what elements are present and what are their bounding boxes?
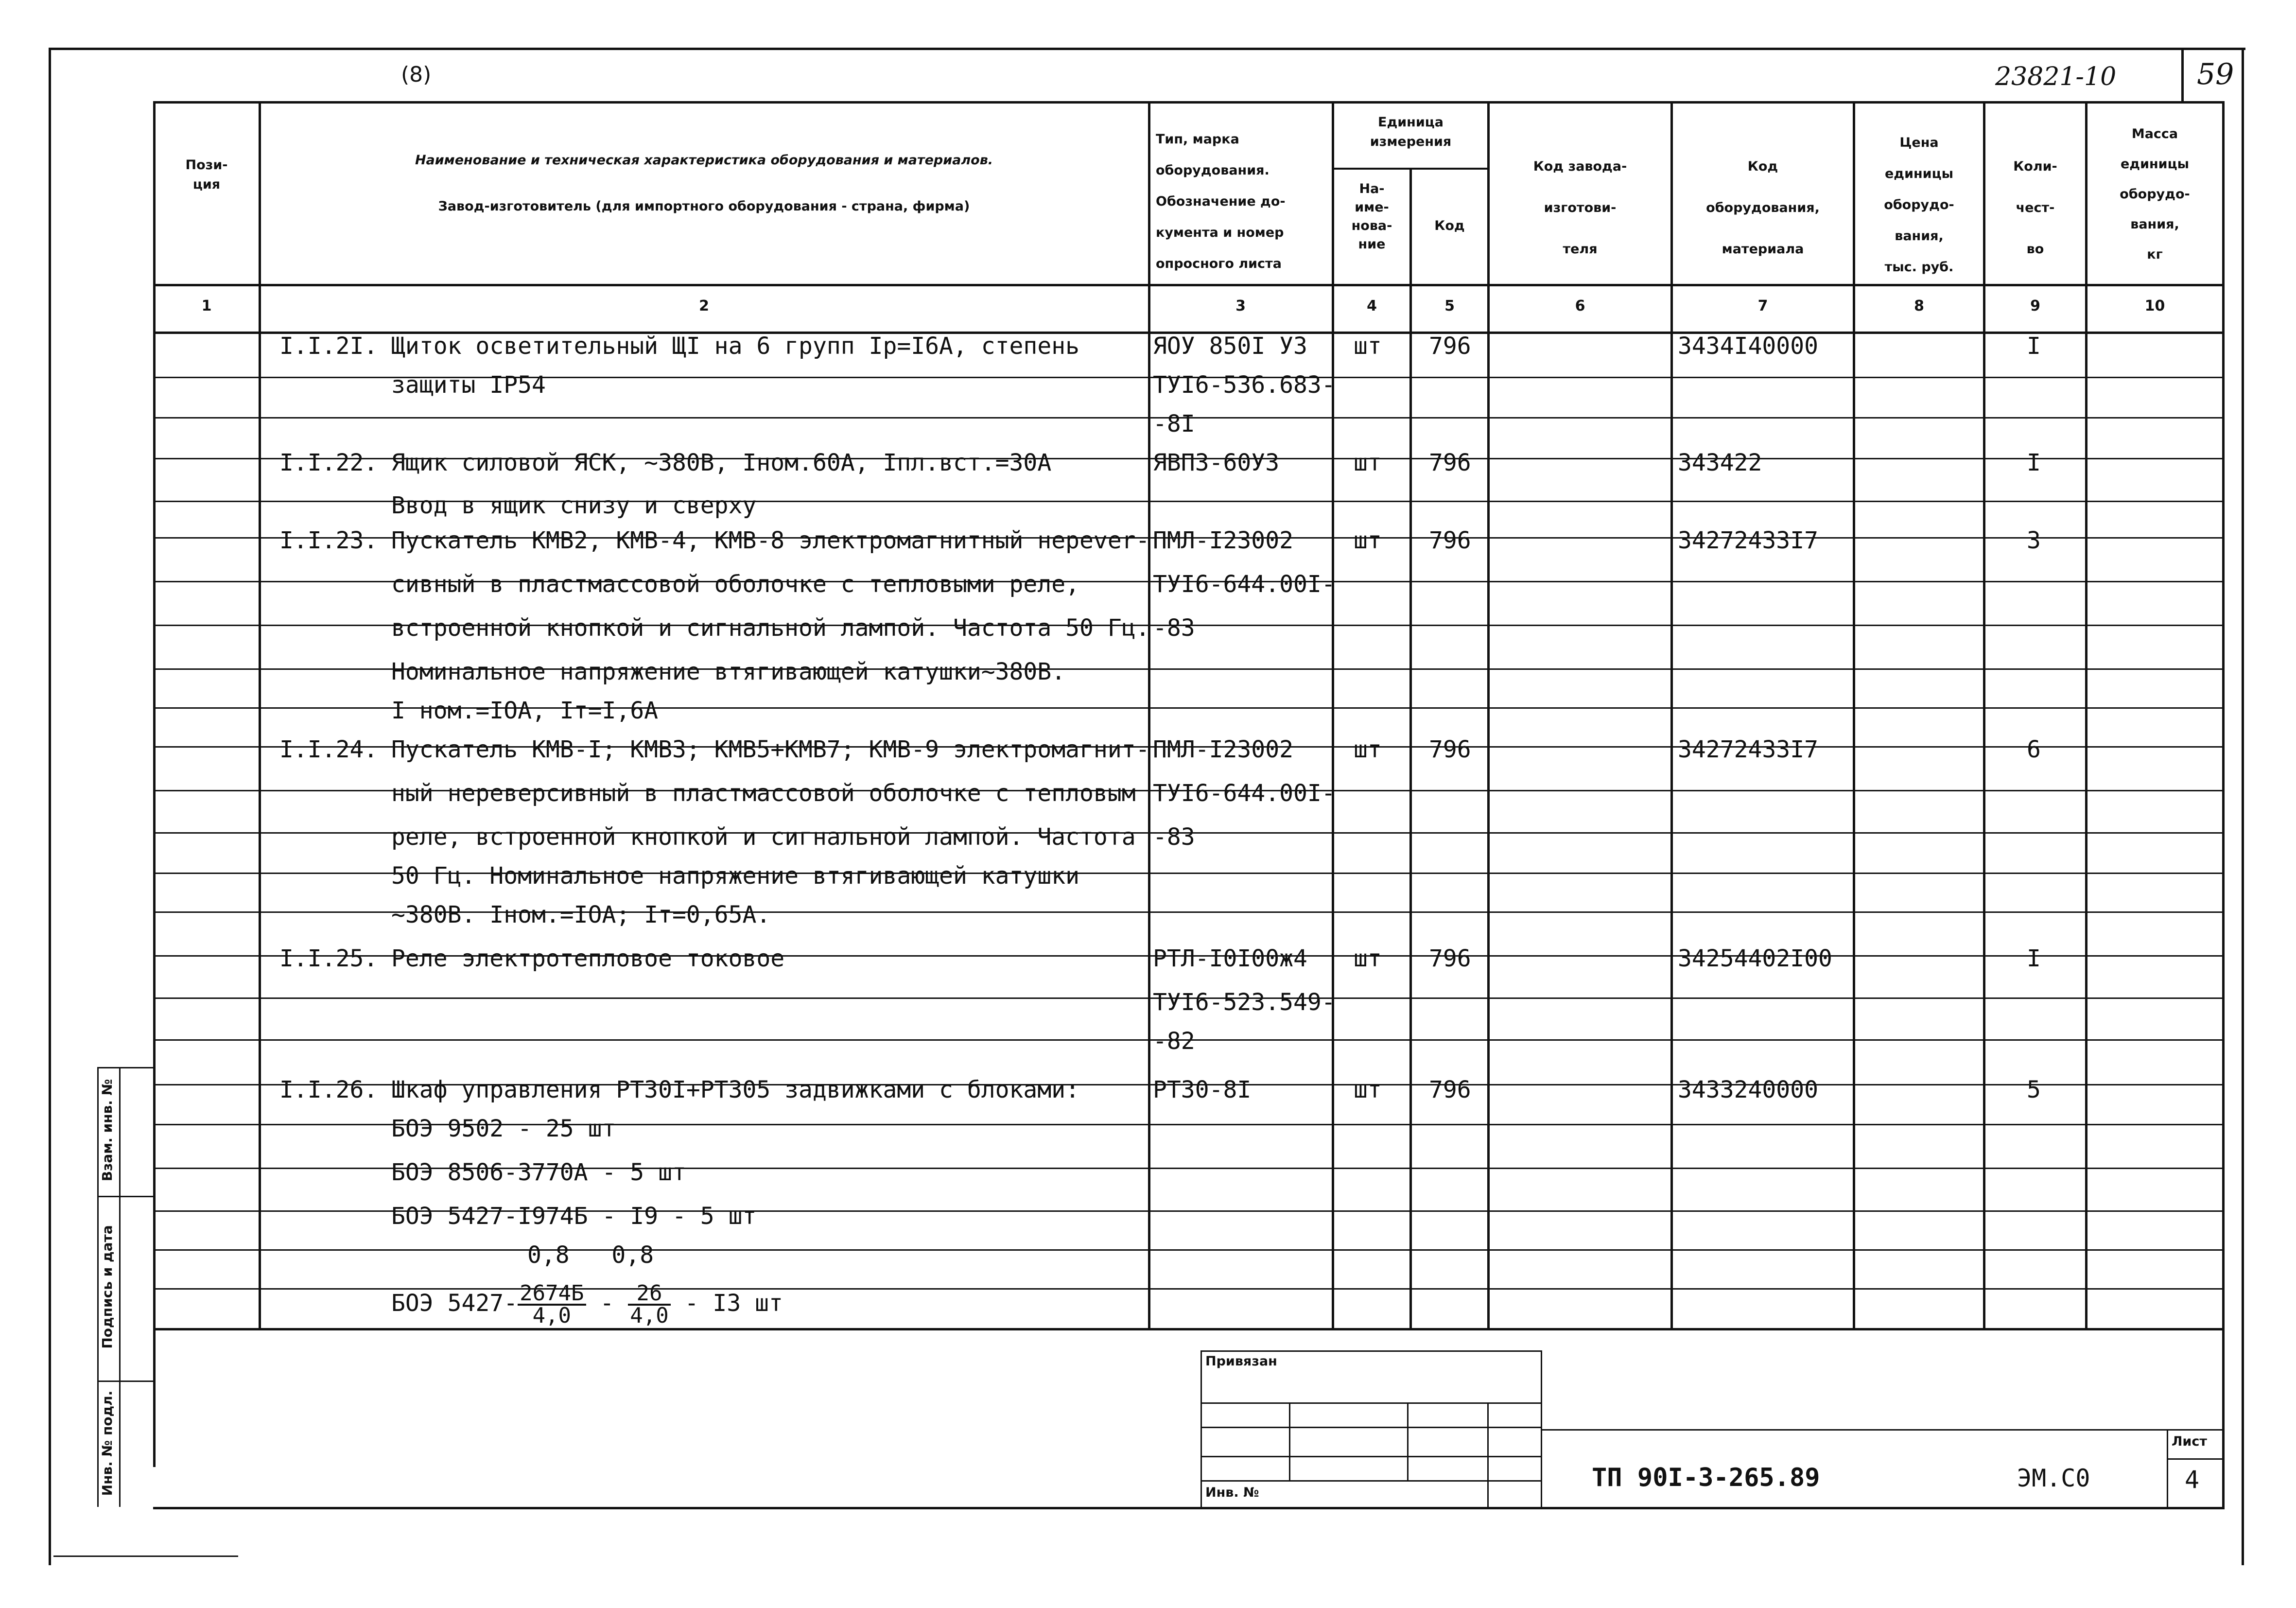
col-number-7: 7 [1757, 297, 1768, 315]
col-number-10: 10 [2144, 297, 2165, 315]
stamp-bottom-line [153, 1507, 2225, 1509]
col-number-4: 4 [1367, 297, 1377, 315]
document-code: ТП 90I-3-265.89 [1592, 1463, 1820, 1492]
fraction-1 [518, 1283, 586, 1326]
row-pos: I.I.25. [279, 945, 378, 972]
stamp-outer-right [2222, 1328, 2225, 1509]
row-type: ТУI6-523.549- [1153, 989, 1336, 1016]
privyazan-col-2 [1407, 1402, 1409, 1480]
row-separator [155, 1249, 2223, 1251]
header-type: Тип, марка оборудования. Обозначение до- кумента и номер опросного листа [1156, 132, 1286, 271]
table-top-border [153, 101, 2225, 104]
side-mid [119, 1067, 121, 1507]
row-type: ПМЛ-I23002 [1153, 527, 1293, 554]
col-number-2: 2 [699, 297, 709, 315]
row-type: ПМЛ-I23002 [1153, 736, 1293, 763]
row-name: встроенной кнопкой и сигнальной лампой. Частота 50 Гц. [391, 614, 1150, 642]
row-qty: I [2027, 332, 2041, 360]
privyazan-left [1200, 1350, 1202, 1508]
col-line-8 [1983, 101, 1985, 1330]
header-unit-code: Код [1434, 218, 1465, 233]
fraction-2-bottom: 4,0 [630, 1303, 669, 1328]
last-row-name [391, 1283, 783, 1326]
col-line-6 [1670, 101, 1673, 1330]
row-pos: I.I.2I. [279, 332, 378, 360]
row-unit: шт [1354, 945, 1382, 972]
row-type: ТУI6-644.00I- [1153, 571, 1336, 598]
row-qty: I [2027, 449, 2041, 476]
fraction-2-top: 26 [628, 1283, 670, 1306]
header-name-line2: Завод-изготовитель (для импортного оборудования - страна, фирма) [438, 199, 970, 214]
header-unit-name: На- име- нова- ние [1351, 181, 1392, 252]
row-code: 34272433I7 [1678, 527, 1818, 554]
row-unit-code: 796 [1429, 527, 1471, 554]
row-name: Пускатель КМВ-I; КМВ3; КМВ5+КМВ7; КМВ-9 электромагнит- [391, 736, 1150, 763]
page-number: 59 [2197, 57, 2234, 91]
row-code: 34272433I7 [1678, 736, 1818, 763]
last-row-dash: - [586, 1290, 628, 1317]
frame-bottom-short-line [53, 1556, 238, 1557]
row-unit: шт [1354, 736, 1382, 763]
list-label: Лист [2172, 1434, 2207, 1449]
row-unit-code: 796 [1429, 1076, 1471, 1103]
row-pos: I.I.26. [279, 1076, 378, 1103]
col-line-1 [259, 101, 261, 1330]
fraction-1-bottom: 4,0 [532, 1303, 572, 1328]
row-name: ный нереверсивный в пластмассовой оболочке с тепловым [391, 780, 1136, 807]
row-name: Щиток осветительный ЩI на 6 групп Iр=I6А, степень [391, 332, 1080, 360]
header-position: Пози- ция [185, 157, 228, 192]
row-name: Ввод в ящик снизу и сверху [391, 492, 757, 519]
fraction-2 [628, 1283, 670, 1326]
row-code: 3433240000 [1678, 1076, 1818, 1103]
row-unit: шт [1354, 449, 1382, 476]
row-name: Шкаф управления РТ30I+РТ305 задвижками с блоками: [391, 1076, 1080, 1103]
row-name: Реле электротепловое токовое [391, 945, 785, 972]
row-name: Пускатель КМВ2, КМВ-4, КМВ-8 электромагнитный нерever- [391, 527, 1150, 554]
row-type: -8I [1153, 410, 1195, 437]
table-bottom-border [153, 1328, 2225, 1330]
row-qty: 3 [2027, 527, 2041, 554]
privyazan-col-3 [1487, 1402, 1489, 1508]
col-number-5: 5 [1444, 297, 1455, 315]
row-code: 34254402I00 [1678, 945, 1832, 972]
page-box-left [2181, 48, 2184, 104]
row-name: БОЭ 5427-I974Б - I9 - 5 шт [391, 1203, 757, 1230]
last-row-suffix: - I3 шт [670, 1290, 783, 1317]
privyazan-line-4 [1200, 1480, 1542, 1482]
row-pos: I.I.24. [279, 736, 378, 763]
ref-code: 23821-10 [1995, 62, 2117, 91]
privyazan-label: Привязан [1205, 1354, 1277, 1369]
frame-left-line [49, 48, 51, 1565]
row-name: I ном.=IОА, Iт=I,6А [391, 697, 659, 724]
row-type: -83 [1153, 823, 1195, 851]
col-line-7 [1853, 101, 1855, 1330]
row-name: Номинальное напряжение втягивающей катушки~380В. [391, 658, 1066, 685]
row-name: 50 Гц. Номинальное напряжение втягивающей катушки [391, 862, 1080, 890]
header-bottom-line [153, 284, 2225, 286]
col-line-4 [1409, 168, 1412, 1330]
header-name-line1: Наименование и техническая характеристика оборудования и материалов. [415, 153, 993, 168]
list-box-divider [2167, 1458, 2224, 1460]
row-unit-code: 796 [1429, 449, 1471, 476]
fraction-1-top: 2674Б [518, 1283, 586, 1306]
header-unit-group: Единица измерения [1370, 115, 1452, 149]
row-type: ТУI6-644.00I- [1153, 780, 1336, 807]
row-type: -83 [1153, 614, 1195, 642]
header-mass: Масса единицы оборудо- вания, кг [2120, 126, 2190, 262]
row-pos: I.I.23. [279, 527, 378, 554]
top-label: (8) [401, 62, 432, 87]
row-unit-code: 796 [1429, 332, 1471, 360]
col-line-10 [2222, 101, 2225, 1467]
privyazan-line-1 [1200, 1402, 1542, 1404]
list-box-left [2167, 1429, 2168, 1508]
row-type: РТЛ-I0I00ж4 [1153, 945, 1307, 972]
row-qty: I [2027, 945, 2041, 972]
row-name: БОЭ 9502 - 25 шт [391, 1115, 616, 1142]
row-type: РТ30-8I [1153, 1076, 1252, 1103]
col-line-5 [1487, 101, 1490, 1330]
frame-top-line [49, 48, 2245, 50]
side-left [97, 1067, 99, 1507]
row-pos: I.I.22. [279, 449, 378, 476]
row-qty: 6 [2027, 736, 2041, 763]
row-name: Ящик силовой ЯСК, ~380В, Iном.60А, Iпл.вст.=30А [391, 449, 1052, 476]
col-line-2 [1148, 101, 1150, 1330]
row-name: защиты IP54 [391, 371, 546, 399]
row-name: реле, встроенной кнопкой и сигнальной лампой. Частота [391, 823, 1136, 851]
header-factory-code: Код завода- изготови- теля [1533, 159, 1627, 257]
last-row-prefix: БОЭ 5427- [391, 1290, 518, 1317]
side-inv-podl-label: Инв. № подл. [99, 1390, 115, 1496]
col-line-3 [1332, 101, 1334, 1330]
row-unit-code: 796 [1429, 945, 1471, 972]
row-code: 343422 [1678, 449, 1762, 476]
privyazan-top [1200, 1350, 1542, 1352]
side-podpis-label: Подпись и дата [99, 1225, 115, 1349]
row-unit: шт [1354, 527, 1382, 554]
col-number-6: 6 [1575, 297, 1585, 315]
row-code: 3434I40000 [1678, 332, 1818, 360]
col-number-1: 1 [201, 297, 212, 315]
privyazan-line-3 [1200, 1456, 1542, 1457]
sheet-code: ЭМ.С0 [2017, 1464, 2090, 1492]
row-name: БОЭ 8506-3770А - 5 шт [391, 1159, 686, 1186]
col-number-3: 3 [1235, 297, 1246, 315]
side-vzam-label: Взам. инв. № [99, 1079, 115, 1182]
row-unit: шт [1354, 1076, 1382, 1103]
unit-group-divider [1332, 168, 1489, 170]
list-number: 4 [2185, 1466, 2200, 1494]
row-type: ЯОУ 850I УЗ [1153, 332, 1307, 360]
row-type: ТУI6-536.683- [1153, 371, 1336, 399]
row-unit: шт [1354, 332, 1382, 360]
col-line-9 [2085, 101, 2087, 1330]
row-unit-code: 796 [1429, 736, 1471, 763]
row-name: ~380В. Iном.=IОА; Iт=0,65А. [391, 901, 771, 928]
header-price: Цена единицы оборудо- вания, тыс. руб. [1884, 135, 1954, 275]
row-type: -82 [1153, 1028, 1195, 1055]
row-type: ЯВПЗ-60УЗ [1153, 449, 1280, 476]
header-equipment-code: Код оборудования, материала [1706, 159, 1820, 257]
privyazan-line-2 [1200, 1427, 1542, 1428]
docblock-top [1541, 1429, 2224, 1431]
col-number-8: 8 [1914, 297, 1924, 315]
privyazan-col-1 [1289, 1402, 1290, 1480]
frame-right-line [2242, 48, 2244, 1565]
inv-no-label: Инв. № [1205, 1485, 1259, 1500]
row-name: 0,8 0,8 [527, 1241, 654, 1269]
row-name: сивный в пластмассовой оболочке с тепловыми реле, [391, 571, 1080, 598]
col-number-9: 9 [2030, 297, 2040, 315]
row-qty: 5 [2027, 1076, 2041, 1103]
header-quantity: Коли- чест- во [2013, 159, 2057, 257]
